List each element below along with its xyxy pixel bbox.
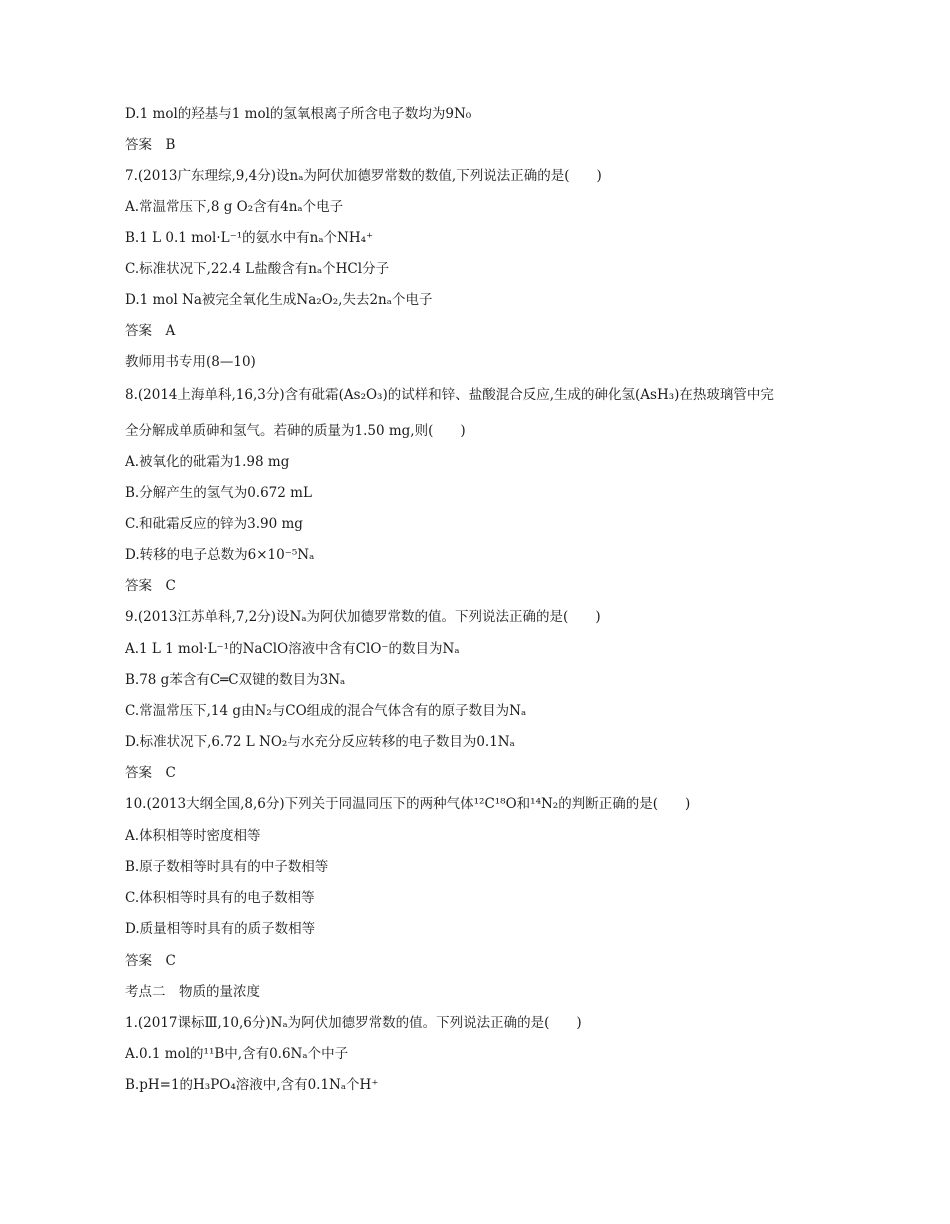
- section-note: 教师用书专用(8—10): [125, 354, 256, 370]
- option-c: C.常温常压下,14 g由N₂与CO组成的混合气体含有的原子数目为Nₐ: [125, 703, 527, 719]
- option-c: C.体积相等时具有的电子数相等: [125, 890, 315, 906]
- question-stem: 8.(2014上海单科,16,3分)含有砒霜(As₂O₃)的试样和锌、盐酸混合反应,生成的砷化氢(AsH₃)在热玻璃管中完: [125, 387, 774, 403]
- option-d: D.转移的电子总数为6×10⁻⁵Nₐ: [125, 547, 315, 563]
- answer-line: 答案 C: [125, 953, 176, 969]
- question-stem: 1.(2017课标Ⅲ,10,6分)Nₐ为阿伏加德罗常数的值。下列说法正确的是( ): [125, 1015, 582, 1031]
- option-b: B.原子数相等时具有的中子数相等: [125, 859, 329, 875]
- answer-line: 答案 C: [125, 765, 176, 781]
- option-a: A.被氧化的砒霜为1.98 mg: [125, 454, 290, 470]
- question-stem-continued: 全分解成单质砷和氢气。若砷的质量为1.50 mg,则( ): [125, 423, 466, 439]
- option-b: B.pH=1的H₃PO₄溶液中,含有0.1Nₐ个H⁺: [125, 1077, 379, 1093]
- option-a: A.常温常压下,8 g O₂含有4nₐ个电子: [125, 199, 344, 215]
- option-b: B.分解产生的氢气为0.672 mL: [125, 485, 312, 501]
- question-stem: 7.(2013广东理综,9,4分)设nₐ为阿伏加德罗常数的数值,下列说法正确的是( ): [125, 168, 602, 184]
- option-c: C.和砒霜反应的锌为3.90 mg: [125, 516, 303, 532]
- option-d: D.质量相等时具有的质子数相等: [125, 921, 316, 937]
- option-d: D.标准状况下,6.72 L NO₂与水充分反应转移的电子数目为0.1Nₐ: [125, 734, 515, 750]
- option-c: C.标准状况下,22.4 L盐酸含有nₐ个HCl分子: [125, 261, 390, 277]
- option-d: D.1 mol Na被完全氧化生成Na₂O₂,失去2nₐ个电子: [125, 292, 433, 308]
- option-b: B.1 L 0.1 mol·L⁻¹的氨水中有nₐ个NH₄⁺: [125, 230, 374, 246]
- question-stem: 10.(2013大纲全国,8,6分)下列关于同温同压下的两种气体¹²C¹⁸O和¹⁴N₂的判断正确的是( ): [125, 796, 691, 812]
- option-a: A.1 L 1 mol·L⁻¹的NaClO溶液中含有ClO⁻的数目为Nₐ: [125, 641, 460, 657]
- answer-line: 答案 A: [125, 323, 176, 339]
- text-line: D.1 mol的羟基与1 mol的氢氧根离子所含电子数均为9N₀: [125, 106, 472, 122]
- question-stem: 9.(2013江苏单科,7,2分)设Nₐ为阿伏加德罗常数的值。下列说法正确的是( ): [125, 609, 601, 625]
- section-heading: 考点二 物质的量浓度: [125, 984, 260, 1000]
- option-a: A.0.1 mol的¹¹B中,含有0.6Nₐ个中子: [125, 1046, 349, 1062]
- answer-line: 答案 C: [125, 578, 176, 594]
- option-a: A.体积相等时密度相等: [125, 828, 261, 844]
- option-b: B.78 g苯含有C═C双键的数目为3Nₐ: [125, 672, 346, 688]
- answer-line: 答案 B: [125, 137, 176, 153]
